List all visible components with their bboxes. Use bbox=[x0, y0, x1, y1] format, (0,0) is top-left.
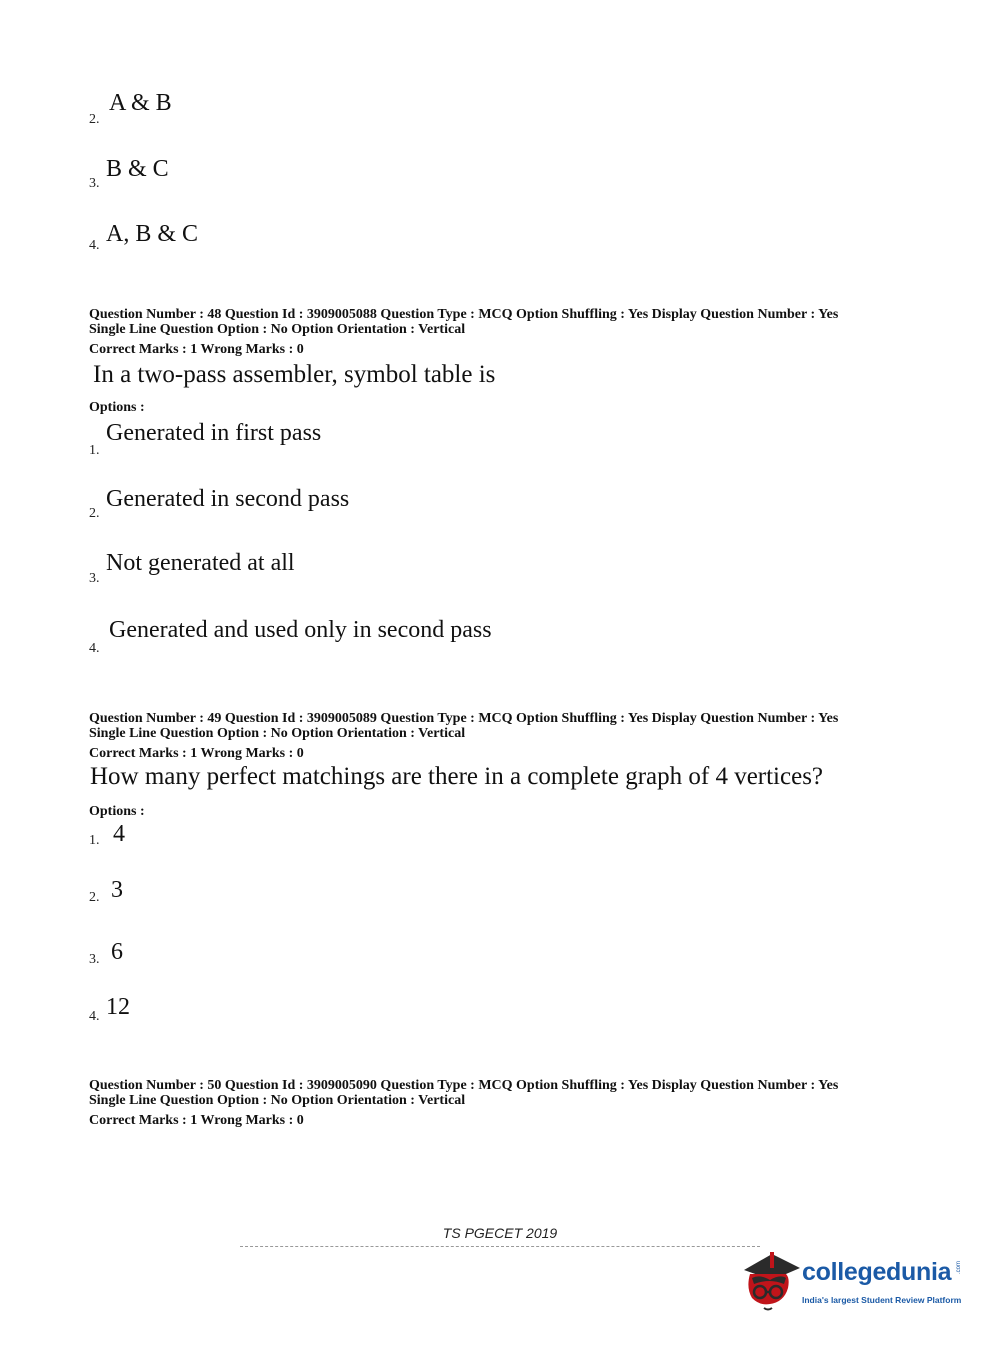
question-meta-options: Single Line Question Option : No Option Orientation : Vertical bbox=[89, 726, 466, 741]
question-marks: Correct Marks : 1 Wrong Marks : 0 bbox=[89, 1113, 304, 1128]
option-text: B & C bbox=[106, 156, 169, 182]
question-marks: Correct Marks : 1 Wrong Marks : 0 bbox=[89, 746, 304, 761]
question-meta-options: Single Line Question Option : No Option Orientation : Vertical bbox=[89, 322, 466, 337]
option-number: 4. bbox=[89, 1009, 100, 1024]
footer-title: TS PGECET 2019 bbox=[442, 1225, 558, 1241]
collegedunia-logo bbox=[740, 1248, 970, 1318]
option-text: Generated in second pass bbox=[106, 486, 350, 512]
options-label: Options : bbox=[89, 804, 145, 819]
options-label: Options : bbox=[89, 400, 145, 415]
option-text: Not generated at all bbox=[106, 550, 295, 576]
option-text: Generated in first pass bbox=[106, 420, 322, 446]
option-number: 2. bbox=[89, 112, 100, 127]
option-number: 1. bbox=[89, 833, 100, 848]
question-meta-options: Single Line Question Option : No Option Orientation : Vertical bbox=[89, 1093, 466, 1108]
option-text: 4 bbox=[113, 821, 125, 847]
brand-suffix: .com bbox=[956, 1260, 962, 1274]
option-text: A, B & C bbox=[106, 221, 199, 247]
option-number: 3. bbox=[89, 952, 100, 967]
option-text: A & B bbox=[109, 90, 172, 116]
option-number: 1. bbox=[89, 443, 100, 458]
option-text: 6 bbox=[111, 939, 123, 965]
question-stem: How many perfect matchings are there in a complete graph of 4 vertices? bbox=[90, 763, 824, 790]
brand-name: collegedunia bbox=[802, 1258, 952, 1286]
option-number: 2. bbox=[89, 506, 100, 521]
brand-tagline: India's largest Student Review Platform bbox=[802, 1295, 962, 1305]
option-number: 2. bbox=[89, 890, 100, 905]
option-text: 12 bbox=[106, 994, 130, 1020]
footer-divider bbox=[240, 1246, 760, 1247]
question-stem: In a two-pass assembler, symbol table is bbox=[93, 361, 496, 388]
option-text: Generated and used only in second pass bbox=[109, 617, 492, 643]
question-marks: Correct Marks : 1 Wrong Marks : 0 bbox=[89, 342, 304, 357]
option-text: 3 bbox=[111, 877, 123, 903]
question-meta: Question Number : 48 Question Id : 3909005088 Question Type : MCQ Option Shuffling : Yes Display Question Number : Yes bbox=[89, 307, 839, 322]
question-meta: Question Number : 49 Question Id : 3909005089 Question Type : MCQ Option Shuffling : Yes Display Question Number : Yes bbox=[89, 711, 839, 726]
option-number: 4. bbox=[89, 238, 100, 253]
mascot-icon bbox=[740, 1248, 802, 1314]
option-number: 4. bbox=[89, 641, 100, 656]
option-number: 3. bbox=[89, 176, 100, 191]
question-meta: Question Number : 50 Question Id : 3909005090 Question Type : MCQ Option Shuffling : Yes Display Question Number : Yes bbox=[89, 1078, 839, 1093]
option-number: 3. bbox=[89, 571, 100, 586]
